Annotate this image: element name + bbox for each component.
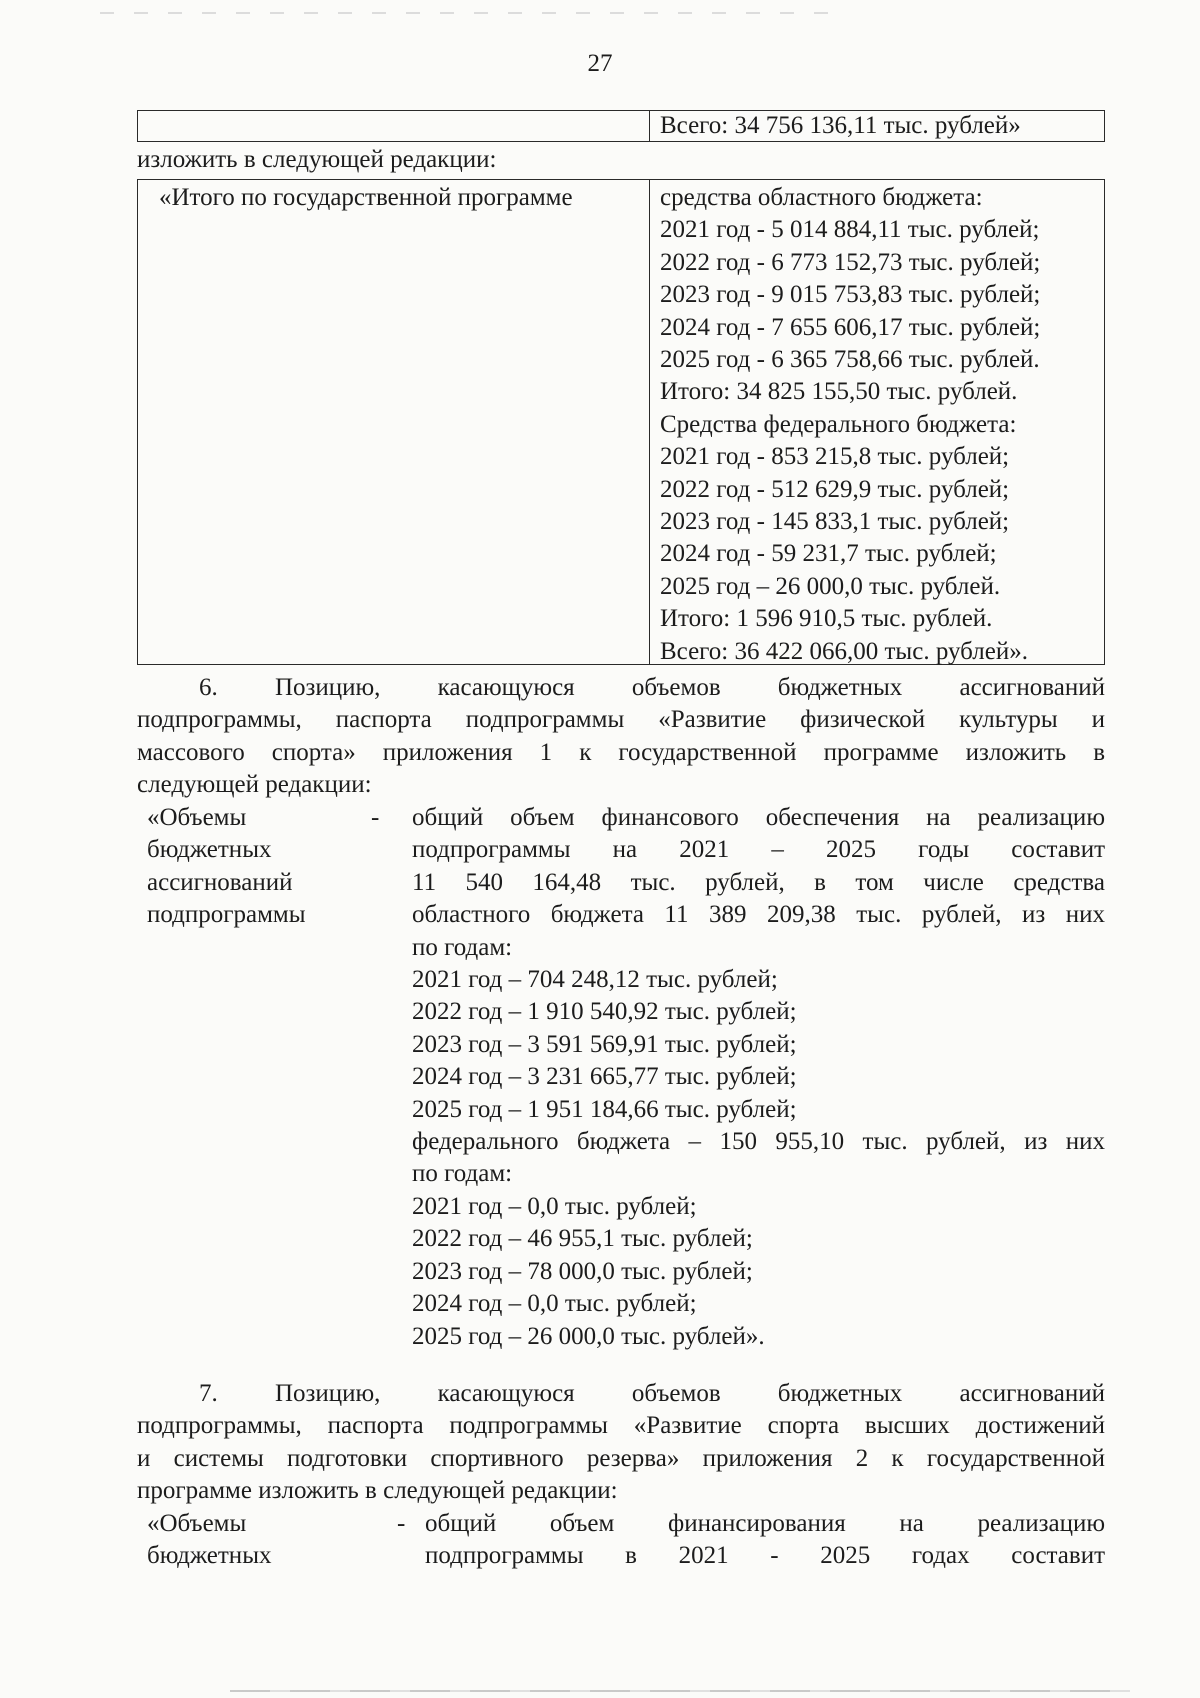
scan-artifact-bottom xyxy=(230,1690,1130,1692)
program-totals-table xyxy=(137,179,1105,665)
label-line: подпрограммы xyxy=(147,901,306,929)
table-line: 2024 год - 7 655 606,17 тыс. рублей; xyxy=(660,313,1041,341)
table-divider xyxy=(649,180,650,664)
paragraph-line: подпрограммы, паспорта подпрограммы «Развитие спорта высших достижений xyxy=(137,1412,1105,1440)
passport-body xyxy=(425,1508,1105,1573)
intro-line: изложить в следующей редакции: xyxy=(137,146,497,173)
body-line: общий объем финансирования на реализацию xyxy=(425,1510,1105,1537)
body-line: 2023 год – 3 591 569,91 тыс. рублей; xyxy=(412,1030,797,1058)
body-line: областного бюджета 11 389 209,38 тыс. рублей, из них xyxy=(412,901,1105,929)
body-line: 2021 год – 704 248,12 тыс. рублей; xyxy=(412,966,778,994)
passport-label xyxy=(147,1508,272,1573)
body-line: по годам: xyxy=(412,933,513,961)
body-line: 2022 год – 1 910 540,92 тыс. рублей; xyxy=(412,998,797,1026)
table-line: средства областного бюджета: xyxy=(660,184,983,211)
table-line: Итого: 1 596 910,5 тыс. рублей. xyxy=(660,605,993,633)
paragraph-line: подпрограммы, паспорта подпрограммы «Развитие физической культуры и xyxy=(137,706,1105,734)
body-line: 2025 год – 26 000,0 тыс. рублей». xyxy=(412,1322,765,1350)
table-line: 2025 год - 6 365 758,66 тыс. рублей. xyxy=(660,346,1040,374)
table-line: Всего: 36 422 066,00 тыс. рублей». xyxy=(660,637,1028,665)
label-line: бюджетных xyxy=(147,1542,272,1570)
passport-body xyxy=(412,802,1105,1353)
body-line: по годам: xyxy=(412,1160,513,1188)
table-line: 2023 год - 145 833,1 тыс. рублей; xyxy=(660,508,1010,536)
paragraph-line: 7. Позицию, касающуюся объемов бюджетных ассигнований xyxy=(199,1380,1105,1407)
body-line: 2021 год – 0,0 тыс. рублей; xyxy=(412,1192,697,1220)
item-6-paragraph xyxy=(137,672,1105,802)
table-left-cell: «Итого по государственной программе xyxy=(159,184,573,211)
paragraph-line: следующей редакции: xyxy=(137,771,372,799)
body-line: 2024 год – 0,0 тыс. рублей; xyxy=(412,1290,697,1318)
paragraph-line: 6. Позицию, касающуюся объемов бюджетных ассигнований xyxy=(199,674,1105,701)
body-line: федерального бюджета – 150 955,10 тыс. рублей, из них xyxy=(412,1128,1105,1156)
table-line: 2021 год - 853 215,8 тыс. рублей; xyxy=(660,443,1010,471)
paragraph-line: программе изложить в следующей редакции: xyxy=(137,1477,618,1505)
previous-table xyxy=(137,110,1105,142)
item-6-passport xyxy=(147,802,1105,1348)
label-line: «Объемы xyxy=(147,804,247,831)
label-line: «Объемы xyxy=(147,1510,247,1537)
label-line: бюджетных xyxy=(147,836,272,864)
body-line: 2023 год – 78 000,0 тыс. рублей; xyxy=(412,1257,753,1285)
table-line: 2024 год - 59 231,7 тыс. рублей; xyxy=(660,540,997,568)
paragraph-line: и системы подготовки спортивного резерва» приложения 2 к государственной xyxy=(137,1444,1105,1472)
paragraph-line: массового спорта» приложения 1 к государственной программе изложить в xyxy=(137,738,1105,766)
body-line: 11 540 164,48 тыс. рублей, в том числе средства xyxy=(412,868,1105,896)
body-line: подпрограммы в 2021 - 2025 годах составит xyxy=(425,1542,1105,1570)
table-line: 2021 год - 5 014 884,11 тыс. рублей; xyxy=(660,216,1040,244)
body-line: общий объем финансового обеспечения на реализацию xyxy=(412,804,1105,831)
body-line: 2025 год – 1 951 184,66 тыс. рублей; xyxy=(412,1095,797,1123)
body-line: 2022 год – 46 955,1 тыс. рублей; xyxy=(412,1225,753,1253)
table-divider xyxy=(649,111,650,141)
table-line: 2025 год – 26 000,0 тыс. рублей. xyxy=(660,572,1001,600)
page-number: 27 xyxy=(587,50,613,77)
scan-artifact-top xyxy=(100,12,840,14)
table-line: Средства федерального бюджета: xyxy=(660,410,1017,438)
table-line: 2023 год - 9 015 753,83 тыс. рублей; xyxy=(660,281,1041,309)
item-7-passport xyxy=(147,1508,1105,1574)
previous-table-total: Всего: 34 756 136,11 тыс. рублей» xyxy=(660,112,1021,139)
label-line: ассигнований xyxy=(147,868,293,896)
table-line: Итого: 34 825 155,50 тыс. рублей. xyxy=(660,378,1018,406)
passport-dash: - xyxy=(371,804,380,831)
item-7-paragraph xyxy=(137,1378,1105,1508)
passport-label xyxy=(147,802,306,932)
table-right-cell xyxy=(660,182,1040,668)
table-line: 2022 год - 512 629,9 тыс. рублей; xyxy=(660,475,1010,503)
passport-dash: - xyxy=(397,1510,406,1537)
body-line: 2024 год – 3 231 665,77 тыс. рублей; xyxy=(412,1063,797,1091)
body-line: подпрограммы на 2021 – 2025 годы составит xyxy=(412,836,1105,864)
table-line: 2022 год - 6 773 152,73 тыс. рублей; xyxy=(660,248,1041,276)
